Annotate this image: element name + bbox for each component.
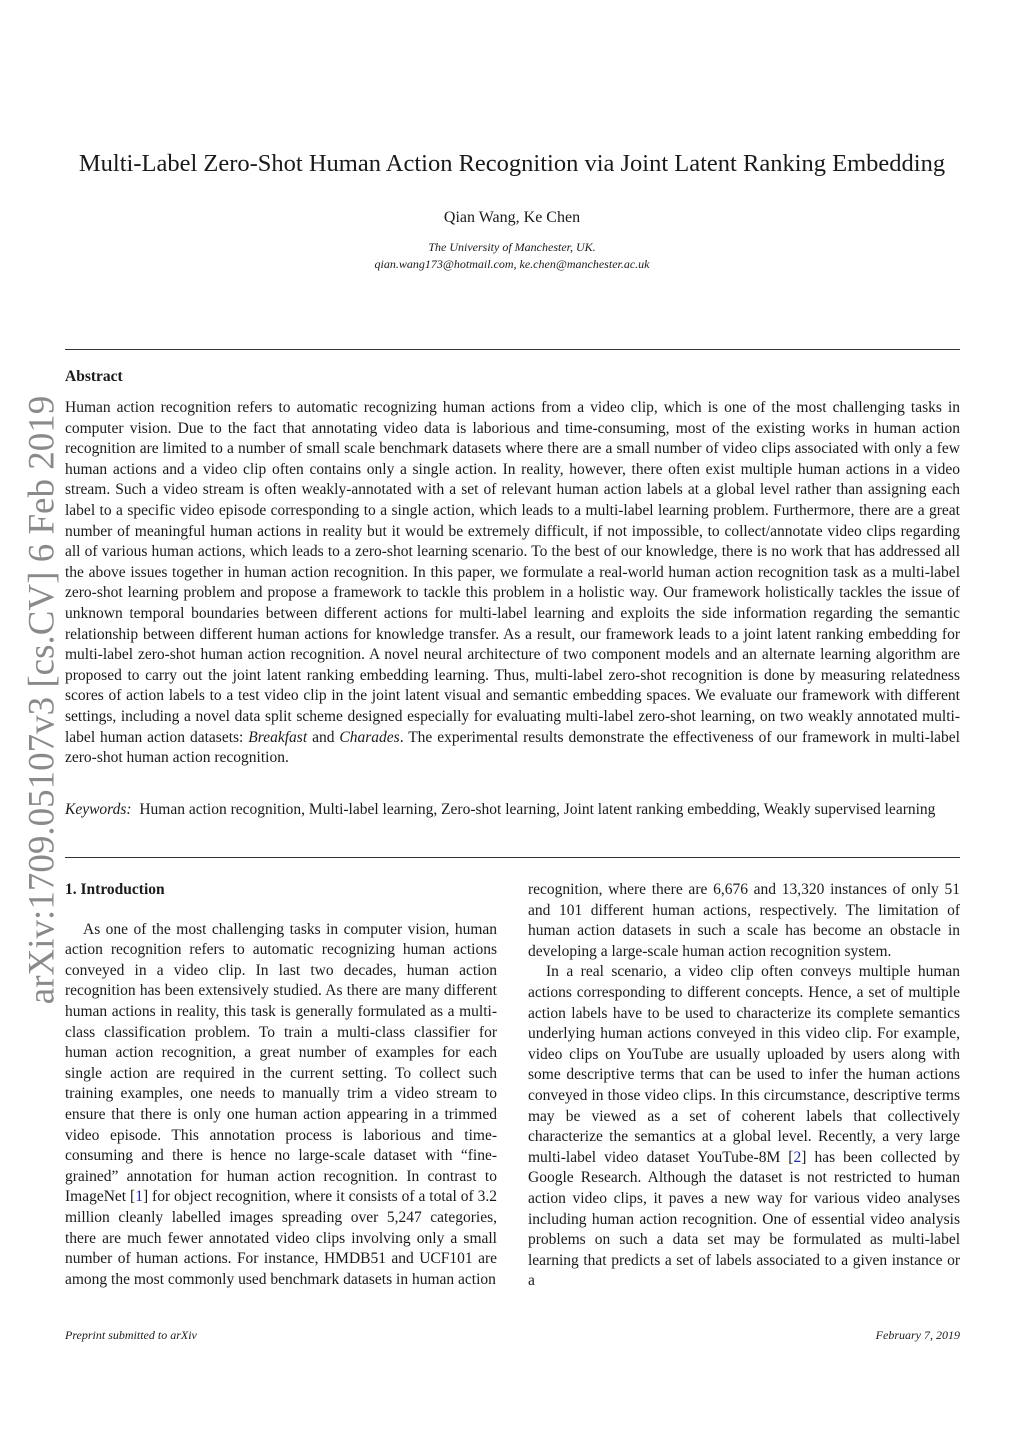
author-emails: qian.wang173@hotmail.com, ke.chen@manchester.ac.uk bbox=[374, 257, 650, 271]
keywords bbox=[65, 800, 960, 821]
bottom-divider bbox=[65, 857, 960, 858]
dataset-charades: Charades bbox=[339, 728, 400, 746]
intro-paragraph-1-continued: recognition, where there are 6,676 and 13,320 instances of only 51 and 101 different human actions, respectively. The limitation of human action datasets in such a scale has become an obstacle in developing a large-scale human action recognition system. bbox=[528, 881, 960, 960]
authors: Qian Wang, Ke Chen bbox=[443, 209, 581, 226]
abstract-body: Human action recognition refers to automatic recognizing human actions from a video clip, which is one of the most challenging tasks in computer vision. Due to the fact that annotating video data is laborious and time-consuming, most of the existing works in human action recognition are limited to a number of small scale benchmark datasets where there are a small number of video clips associated with only a few human actions and a video clip often contains only a single action. In reality, however, there often exist multiple human actions in a video stream. Such a video stream is often weakly-annotated with a set of relevant human action labels at a global level rather than assigning each label to a specific video episode corresponding to a single action, which leads to a multi-label learning problem. Furthermore, there are a great number of meaningful human actions in reality but it would be extremely difficult, if not impossible, to collect/annotate video clips regarding all of various human actions, which leads to a zero-shot learning scenario. To the best of our knowledge, there is no work that has addressed all the above issues together in human action recognition. In this paper, we formulate a real-world human action recognition task as a multi-label zero-shot learning problem and propose a framework to tackle this problem in a holistic way. Our framework holistically tackles the issue of unknown temporal boundaries between different actions for multi-label learning and exploits the side information regarding the semantic relationship between different human actions for knowledge transfer. As a result, our framework leads to a joint latent ranking embedding for multi-label zero-shot human action recognition. A novel neural architecture of two component models and an alternate learning algorithm are proposed to carry out the joint latent ranking embedding learning. Thus, multi-label zero-shot recognition is done by measuring relatedness scores of action labels to a test video clip in the joint latent visual and semantic embedding spaces. We evaluate our framework with different settings, including a novel data split scheme designed especially for evaluating multi-label zero-shot learning, on two weakly annotated multi-label human action datasets: Breakfast and Charades. The experimental results demonstrate the effectiveness of our framework in multi-label zero-shot human action recognition. bbox=[65, 399, 960, 767]
paper-title: Multi-Label Zero-Shot Human Action Recognition via Joint Latent Ranking Embedding bbox=[78, 150, 946, 177]
abstract-heading: Abstract bbox=[65, 368, 123, 385]
intro-paragraph-2: In a real scenario, a video clip often conveys multiple human actions corresponding to different concepts. Hence, a set of multiple action labels have to be used to characterize its complete semantics underlying human actions conveyed in this video clip. For example, video clips on YouTube are usually uploaded by users along with some descriptive terms that can be used to infer the human actions conveyed in those video clips. In this circumstance, descriptive terms may be viewed as a set of coherent labels that collectively characterize the semantics at a global level. Recently, a very large multi-label video dataset YouTube-8M [2] has been collected by Google Research. Although the dataset is not restricted to human action video clips, it paves a new way for various video analyses including human action recognition. One of essential video analysis problems on such a data set may be formulated as multi-label learning that predicts a set of labels associated to a given instance or a bbox=[528, 963, 960, 1290]
section-heading-introduction: 1. Introduction bbox=[65, 881, 165, 898]
right-column bbox=[528, 880, 960, 1292]
citation-link-2[interactable]: 2 bbox=[793, 1148, 802, 1166]
footer-date: February 7, 2019 bbox=[875, 1328, 960, 1342]
top-divider bbox=[65, 349, 960, 350]
arxiv-watermark-text: arXiv:1709.05107v3 [cs.CV] 6 Feb 2019 bbox=[21, 395, 63, 1005]
citation-link-1[interactable]: 1 bbox=[135, 1188, 143, 1206]
keywords-label: Keywords: bbox=[65, 801, 132, 818]
left-column bbox=[65, 880, 497, 1290]
dataset-breakfast: Breakfast bbox=[248, 728, 308, 746]
intro-paragraph-1: As one of the most challenging tasks in computer vision, human action recognition refers to automatic recognizing human actions conveyed in a video clip. In last two decades, human action recognition has been extensively studied. As there are many different human actions in reality, this task is generally formulated as a multi-class classification problem. To train a multi-class classifier for human action recognition, a great number of examples for each single action are required in the current setting. To collect such training examples, one needs to manually trim a video stream to ensure that there is only one human action appearing in a trimmed video episode. This annotation process is laborious and time-consuming and there is hence no large-scale dataset with “fine-grained” annotation for human action recognition. In contrast to ImageNet [1] for object recognition, where it consists of a total of 3.2 million cleanly labelled images spreading over 5,247 categories, there are much fewer annotated video clips involving only a small number of human actions. For instance, HMDB51 and UCF101 are among the most commonly used benchmark datasets in human action bbox=[65, 920, 497, 1288]
affiliation: The University of Manchester, UK. bbox=[428, 240, 596, 254]
footer-preprint-note: Preprint submitted to arXiv bbox=[65, 1328, 197, 1342]
keywords-text: Human action recognition, Multi-label learning, Zero-shot learning, Joint latent ranking embedding, Weakly supervised learning bbox=[139, 801, 936, 818]
